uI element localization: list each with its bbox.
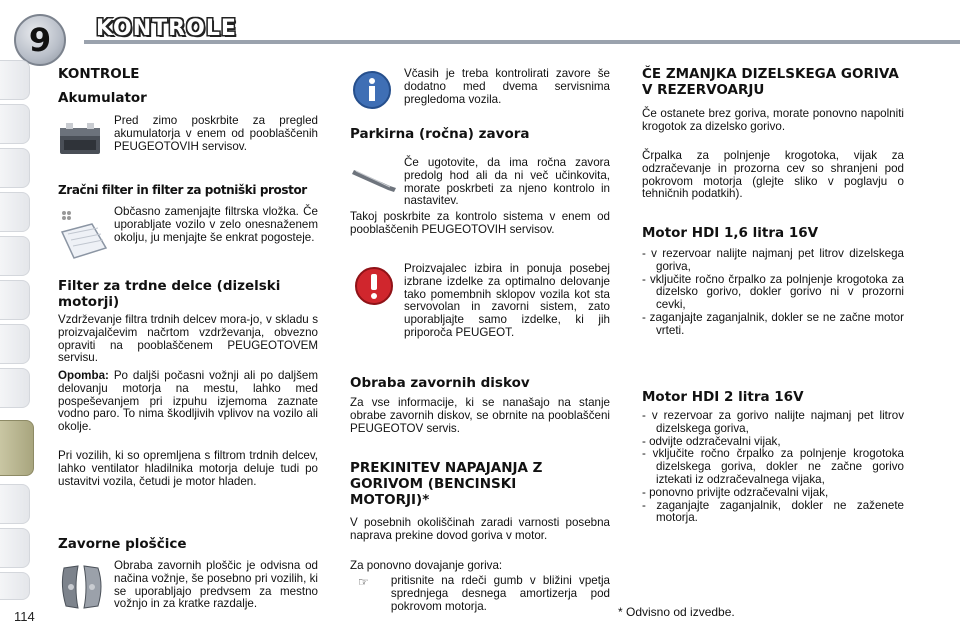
list-item: - vključite ročno črpalko za polnjenje krogotoka za dizelsko gorivo, dokler gorivo ni v prozorni cevki, <box>642 272 904 312</box>
list-item: - zaganjajte zaganjalnik, dokler ne zaženete motorja. <box>642 498 904 525</box>
footnote: * Odvisno od izvedbe. <box>618 605 735 619</box>
particle-filter-text: Vzdrževanje filtra trdnih delcev mora-jo, v skladu s proizvajalčevim načrtom vzdrževanja, obvezno opraviti na pooblaščenem PEUGEOTOVEM servisu. <box>58 313 318 365</box>
inertia-switch-bullet-text: pritisnite na rdeči gumb v bližini vpetja sprednjega desnega amortizerja pod pokrovom motorja. <box>390 574 610 613</box>
chapter-tab[interactable] <box>0 148 30 188</box>
air-filter-text: Občasno zamenjajte filtrska vložka. Če uporabljate vozilo v zelo onesnaženem okolju, ju menjajte še enkrat pogosteje. <box>114 205 318 244</box>
list-item: - v rezervoar nalijte najmanj pet litrov dizelskega goriva, <box>642 247 904 273</box>
inertia-switch-bullet <box>350 575 610 613</box>
parking-brake-icon <box>352 160 400 196</box>
chapter-tab[interactable] <box>0 60 30 100</box>
run-out-pump-text: Črpalka za polnjenje krogotoka, vijak za odzračevanje in prozorna cev so shranjeni pod pokrovom motorja (glejte sliko v poglavju o tehničnih podatkih). <box>642 149 904 201</box>
brake-discs-heading: Obraba zavornih diskov <box>350 375 530 391</box>
hdi2-heading: Motor HDI 2 litra 16V <box>642 389 804 405</box>
hdi2-steps <box>642 410 904 525</box>
particle-filter-fan-text: Pri vozilih, ki so opremljena s filtrom trdnih delcev, lahko ventilator hladilnika motorja deluje tudi po ustavitvi vozila, četudi je motor hladen. <box>58 449 318 488</box>
list-item: - v rezervoar za gorivo nalijte najmanj pet litrov dizelskega goriva, <box>642 409 904 435</box>
parking-brake-service-text: Takoj poskrbite za kontrolo sistema v enem od pooblaščenih PEUGEOTOVIH servisov. <box>350 210 610 236</box>
brake-pads-icon <box>58 562 108 612</box>
list-item: - ponovno privijte odzračevalni vijak, <box>642 485 829 499</box>
chapter-tab[interactable] <box>0 572 30 600</box>
inertia-switch-restart: Za ponovno dovajanje goriva: <box>350 559 503 572</box>
run-out-heading: ČE ZMANJKA DIZELSKEGA GORIVA V REZERVOARJU <box>642 66 899 98</box>
chapter-tab[interactable] <box>0 192 30 232</box>
inertia-switch-text: V posebnih okoliščinah zaradi varnosti posebna naprava prekine dovod goriva v motor. <box>350 516 610 542</box>
section-title-kontrole: KONTROLE <box>58 66 140 82</box>
warning-text-body: Proizvajalec izbira in ponuja posebej izbrane izdelke za optimalno delovanje tako pomembnih sklopov vozila kot sta servovolan in zavorni sistem, zato uporabljajte samo izdelke, ki jih priporoča PEUGEOT. <box>404 262 610 339</box>
note-text: Po daljši počasni vožnji ali po daljšem delovanju motorja na mestu, lahko med pospeševanjem pri izpuhu izjemoma zaznate vodno paro. To nima škodljivih vplivov na vozilo ali okolje. <box>58 369 318 434</box>
parking-brake-heading: Parkirna (ročna) zavora <box>350 126 530 142</box>
hdi16-steps <box>642 248 904 338</box>
air-filter-icon <box>58 208 108 260</box>
note-label: Opomba: <box>58 369 109 382</box>
chapter-tab[interactable] <box>0 368 30 408</box>
inertia-switch-heading: PREKINITEV NAPAJANJA Z GORIVOM (BENCINSKI MOTORJI)* <box>350 460 543 508</box>
chapter-tab[interactable] <box>0 280 30 320</box>
parking-brake-text: Če ugotovite, da ima ročna zavora predolg hod ali da ni več učinkovita, morate poskrbeti za njeno kontrolo in nastavitev. <box>404 156 610 208</box>
brake-discs-text: Za vse informacije, ki se nanašajo na stanje obrabe zavornih diskov, se obrnite na pooblaščeni PEUGEOTOV servis. <box>350 396 610 435</box>
warning-text <box>350 263 610 340</box>
chapter-tab[interactable] <box>0 528 30 568</box>
chapter-tab[interactable] <box>0 104 30 144</box>
info-icon <box>352 70 392 110</box>
run-out-text: Če ostanete brez goriva, morate ponovno napolniti krogotok za dizelsko gorivo. <box>642 107 904 133</box>
list-item: - odvijte odzračevalni vijak, <box>642 434 781 448</box>
hand-pointer-icon: ☞ <box>358 575 369 589</box>
brake-pads-heading: Zavorne ploščice <box>58 536 187 552</box>
hdi16-heading: Motor HDI 1,6 litra 16V <box>642 225 819 241</box>
list-item: - vključite ročno črpalko za polnjenje krogotoka dizelskega goriva, dokler ne začne gorivo iztekati iz odzračevalnega vijaka, <box>642 447 904 486</box>
chapter-number-badge: 9 <box>14 14 66 66</box>
air-filter-heading: Zračni filter in filter za potniški prostor <box>58 183 307 197</box>
chapter-tab[interactable] <box>0 484 30 524</box>
page-title: KONTROLE <box>96 16 237 41</box>
chapter-tab[interactable] <box>0 236 30 276</box>
chapter-tab[interactable] <box>0 324 30 364</box>
chapter-tabs <box>0 60 36 600</box>
page-number: 114 <box>14 609 35 624</box>
info-text: Včasih je treba kontrolirati zavore še dodatno med dvema servisnima pregledoma vozila. <box>404 67 610 106</box>
battery-icon <box>56 118 104 158</box>
battery-text: Pred zimo poskrbite za pregled akumulatorja v enem od pooblaščenih PEUGEOTOVIH servisov. <box>114 114 318 153</box>
battery-heading: Akumulator <box>58 90 147 106</box>
particle-filter-heading: Filter za trdne delce (dizelski motorji) <box>58 278 281 310</box>
list-item: - zaganjajte zaganjalnik, dokler se ne začne motor vrteti. <box>642 310 904 337</box>
particle-filter-note <box>58 370 318 434</box>
chapter-tab-active[interactable] <box>0 420 34 476</box>
brake-pads-text: Obraba zavornih ploščic je odvisna od načina vožnje, še posebno pri vozilih, ki se uporabljajo predvsem za mestno vožnjo in za kratke razdalje. <box>114 559 318 611</box>
